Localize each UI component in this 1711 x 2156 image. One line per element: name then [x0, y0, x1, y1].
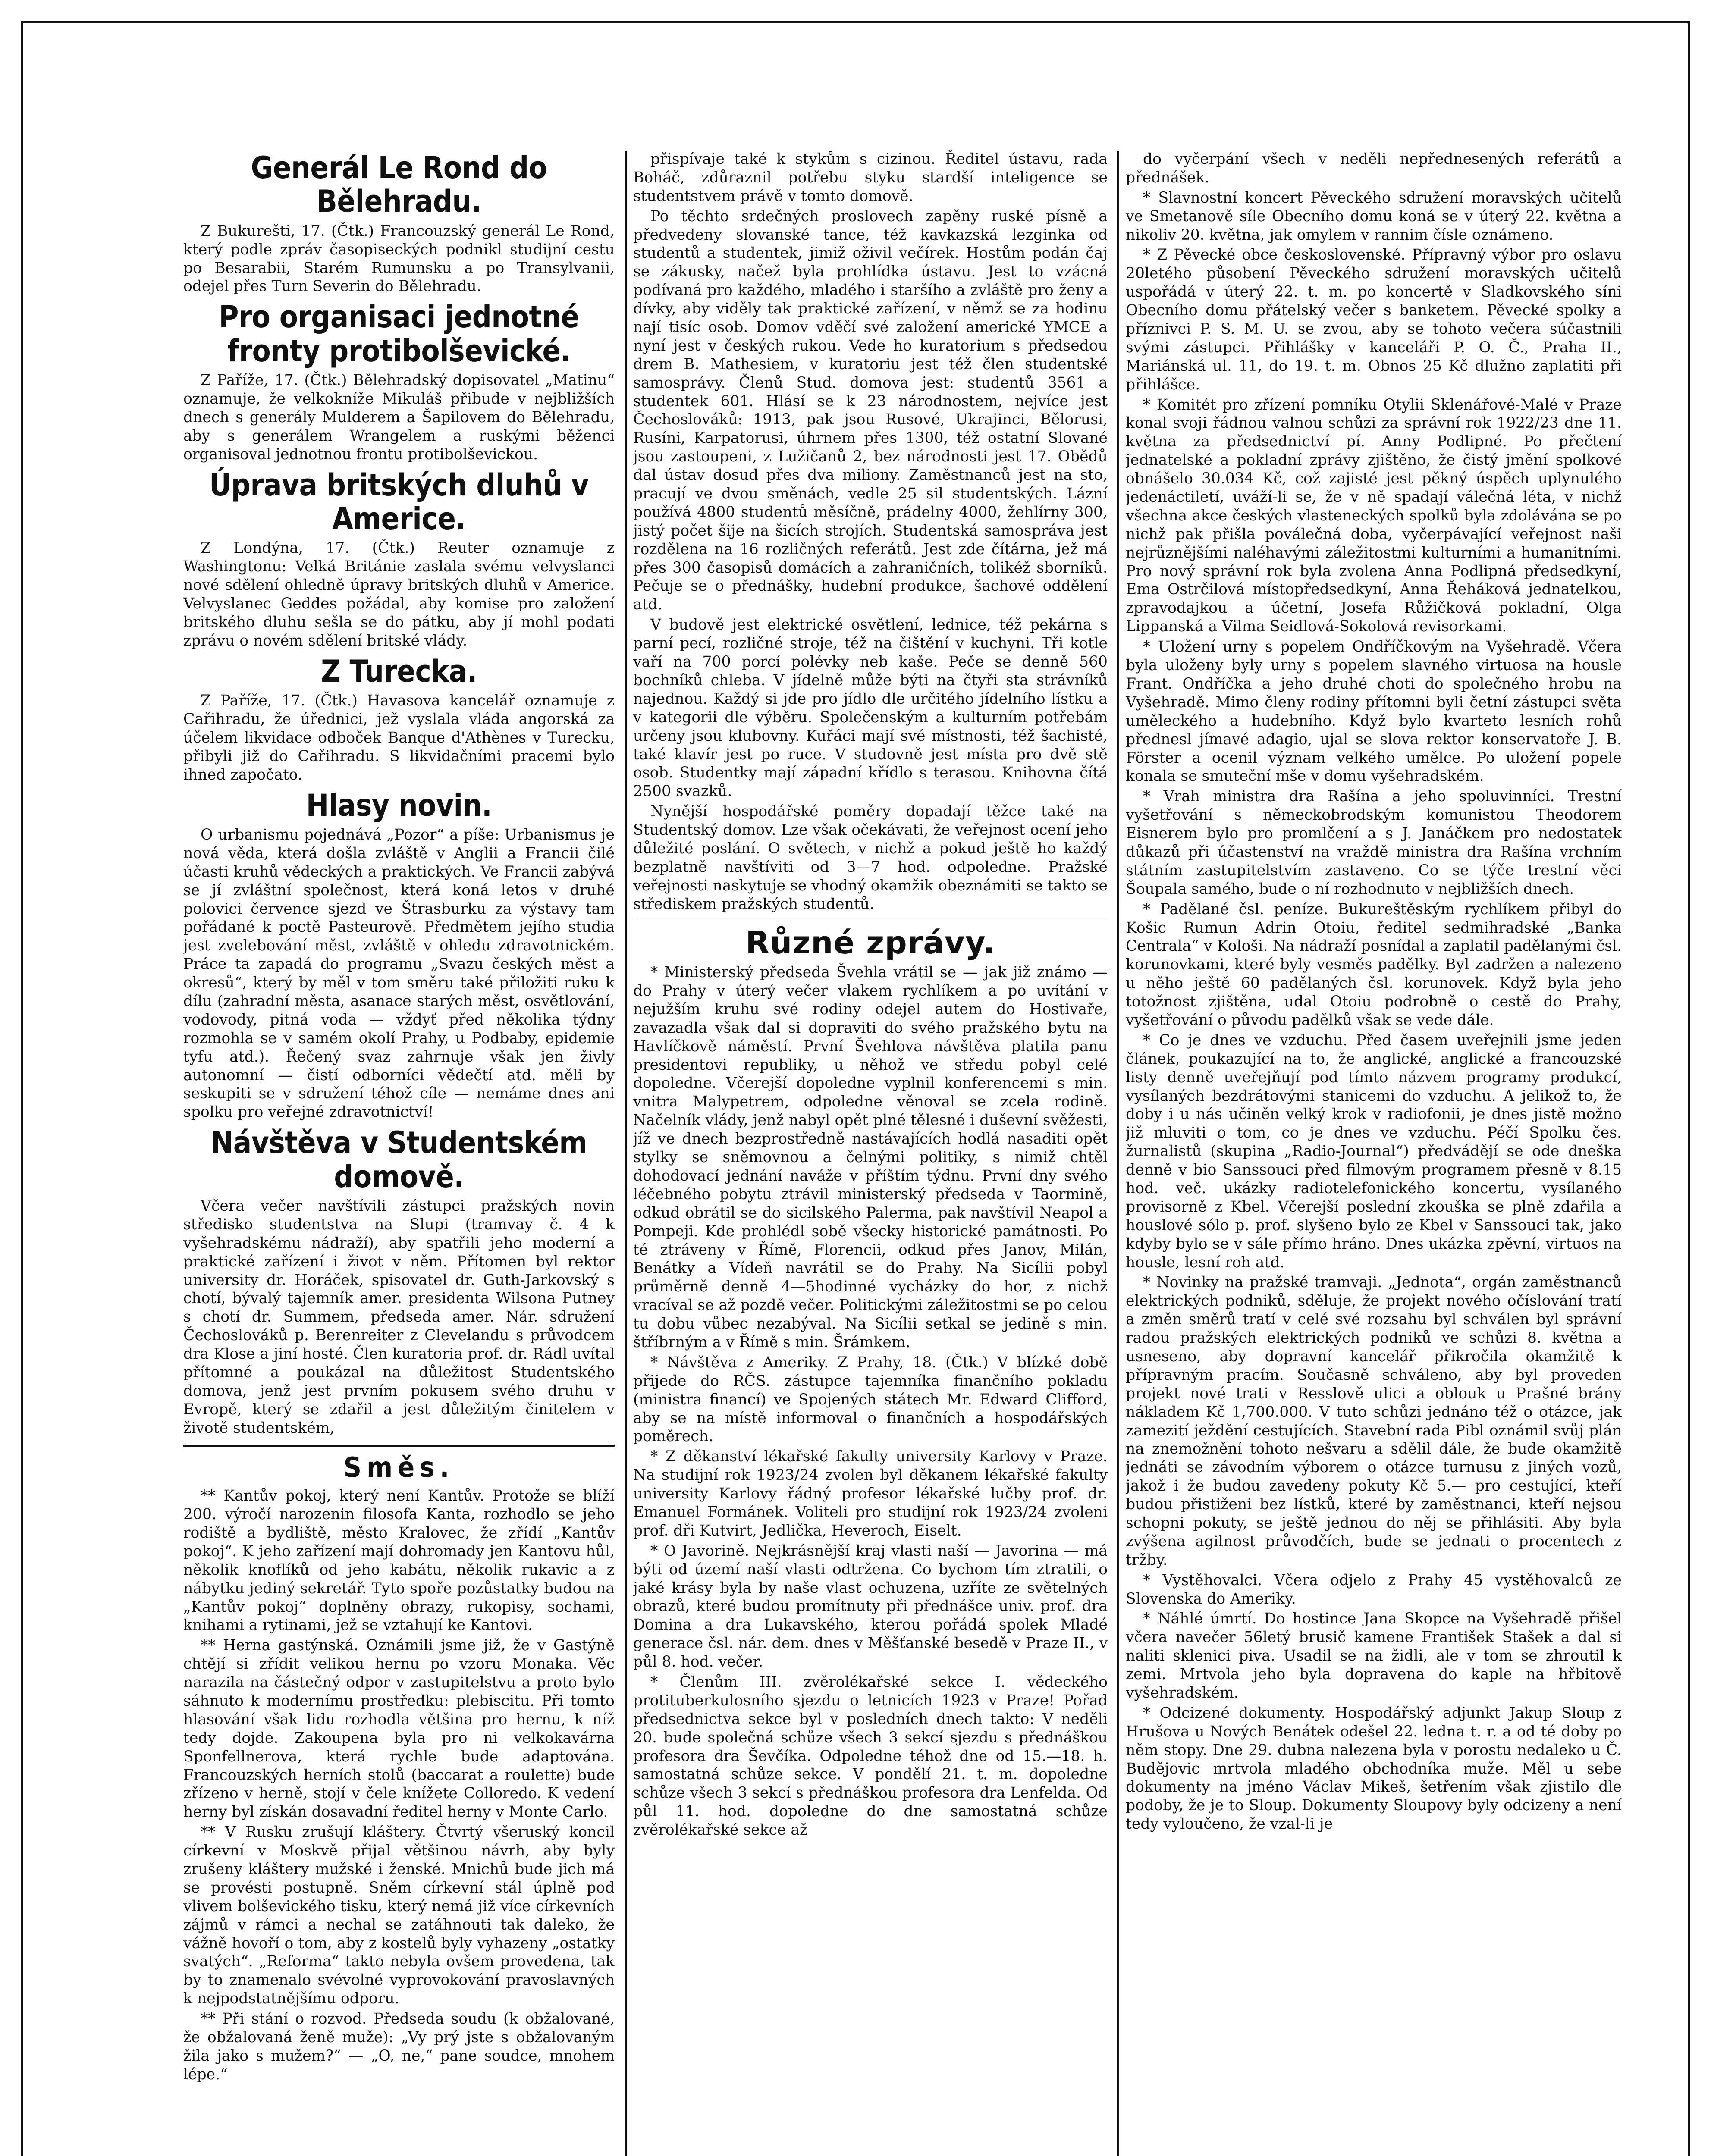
article-studentsky-domov: Včera večer navštívili zástupci pražských novin středisko studentstva na Slupi (tramvay č. 4 k vyšehradskému nádraží), aby spatřili jeho moderní a praktické zařízení i život v něm. Přítomen byl rektor university dr. Horáček, spisovatel dr. Guth-Jarkovský s chotí, bývalý tajemník amer. presidenta Wilsona Putney s chotí dr. Summem, předseda amer. Nár. sdružení Čechoslováků p. Berenreiter z Clevelandu s průvodcem dra Klose a jiní hosté. Člen kuratoria prof. dr. Rádl uvítal přítomné a poukázal na důležitost Studentského domova, jenž jest prvním pokusem svého druhu v Evropě, který se zdařil a jest důležitým činitelem v životě studentském,: [183, 1197, 615, 1437]
column-1: [183, 147, 615, 2156]
article-nahle-umrti: * Náhlé úmrtí. Do hostince Jana Skopce na Vyšehradě přišel včera navečer 56letý brusič kamene František Stašek a dal si naliti sklenici piva. Usadil se na židli, ale v tom se zhroutil k zemi. Mrtvola jeho byla dopravena do kaple na hřbitově vyšehradském.: [1126, 1610, 1622, 1702]
article-vystehovalci: * Vystěhovalci. Včera odjelo z Prahy 45 vystěhovalců ze Slovenska do Ameriky.: [1126, 1571, 1622, 1608]
section-divider: [183, 1445, 615, 1447]
headline-smes: Směs.: [343, 1451, 455, 1484]
article-navsteva-ameriky: * Návštěva z Ameriky. Z Prahy, 18. (Čtk.) V blízké době přijede do RČS. zástupce tajemníka finančního pokladu (ministra financí) ve Spojených státech Mr. Edward Clifford, aby se na místě informoval o finančních a hospodářských poměrech.: [633, 1354, 1108, 1445]
article-javorina: * O Javorině. Nejkrásnější kraj vlasti naší — Javorina — má býti od území naší vlasti odtržena. Co bychom tím ztratili, o jaké krásy byla by naše vlast ochuzena, uzříte ze světelných obrazů, které budou promítnuty při přednášce univ. prof. dra Domina a dra Lukavského, kterou pořádá spolek Mladé generace čsl. nár. dem. dnes v Měšťanské besedě v Praze II., v půl 8. hod. večer.: [633, 1542, 1108, 1671]
section-divider: [633, 919, 1108, 920]
article-referaty: do vyčerpání všech v neděli nepřednesených referátů a přednášek.: [1126, 150, 1622, 186]
headline-fronta: Pro organisaci jednotné fronty protibolševické.: [219, 299, 579, 369]
headline-hlasy-novin: Hlasy novin.: [306, 787, 492, 823]
article-pomnik: * Komitét pro zřízení pomníku Otylii Sklenářové-Malé v Praze konal svoji řádnou valnou schůzi za správní rok 1922/23 dne 11. května za předsednictví pí. Anny Podlipné. Po přečtení jednatelské a pokladní zprávy zjištěno, že čistý jmění spolkové obnášelo 30.034 Kč, což zajisté jest pěkný úspěch uplynulého jedenáctiletí, uváží-li se, že v ně spadají válečná léta, v nichž všechna akce českých vlasteneckých spolků byla zdolávána se po nichž pak přišla poválečná doba, vyčerpávající veřejnost naši nejrůznějšími naléhavými záležitostmi kulturními a humanitními. Pro nový správní rok byla zvolena Anna Podlipná předsedkyní, Ema Ostrčilová místopředsedkyní, Anna Řeháková jednatelkou, zpravodajkou a účetní, Josefa Růžičková pokladní, Olga Lippanská a Vilma Seidlová-Sokolová revisorkami.: [1126, 396, 1622, 636]
article-domov-cont: přispívaje také k stykům s cizinou. Ředitel ústavu, rada Boháč, zdůraznil potřebu styku stardší inteligence se studentstvem právě v tomto domově.: [633, 150, 1108, 205]
column-rule-2: [1117, 151, 1119, 2156]
article-domov-prohlidka: Po těchto srdečných proslovech zapěny ruské písně a předvedeny slovanské tance, též kavkazská lezginka od studentů a studentek, jimiž oživil večírek. Hostům podán čaj se zákusky, načež byla prohlídka ústavu. Jest to vzácná podívaná pro každého, mladého i staršího a zvláště pro ženy a dívky, aby viděly tak praktické zařízení, v němž se za hodinu nají tisíc osob. Domov vděčí své založení americké YMCE a nyní jest v českých rukou. Vede ho kuratorium s předsedou drem B. Mathesiem, v kuratoriu jest též člen studentské samosprávy. Členů Stud. domova jest: studentů 3561 a studentek 601. Hlásí se k 23 národnostem, nejvíce jest Čechoslováků: 1913, pak jsou Rusové, Ukrajinci, Bělorusi, Rusíni, Karpatorusi, úhrnem přes 1300, též ostatní Slované jsou zastoupeni, z Lužičanů 2, bez národnosti jest 17. Obědů dal ústav dosud přes dva miliony. Zaměstnanců jest na sto, pracují ve dvou směnách, vedle 25 sil studentských. Lázní používá 4800 studentů měsíčně, prádelny 4000, žehlírny 300, jistý počet šije na šicích strojích. Studentská samospráva jest rozdělena na 16 rozličných referátů. Jest zde čítárna, jež má přes 300 časopisů domácích a zahraničních, tolikéž sborníků. Pečuje se o přednášky, hudební produkce, šachové oddělení atd.: [633, 207, 1108, 614]
article-ve-vzduchu: * Co je dnes ve vzduchu. Před časem uveřejnili jsme jeden článek, poukazující na to, že anglické, anglické a francouzské listy denně uveřejňují pod tímto názvem programy produkcí, vysílaných bezdrátovými stanicemi do vzduchu. A jelikož to, že doby i u nás učiněn velký krok v radiofonii, je dnes jistě možno již mluviti o tom, co je dnes ve vzduchu. Péčí Spolku čes. žurnalistů (skupina „Radio-Journal“) předvádějí se ode dneška denně v bio Sanssouci před filmovým programem přesně v 8.15 hod. več. ukázky radiotelefonického koncertu, vysílaného provisorně z Kbel. Včerejší poslední zkouška se plně zdařila a houslové sólo p. prof. slyšeno bylo ze Kbel v Sanssouci tak, jako kdyby bylo se v sále přímo hráno. Dnes ukázka zpěvní, virtuos na housle, lesní roh atd.: [1126, 1031, 1622, 1271]
headline-turecko: Z Turecka.: [320, 653, 477, 689]
article-urbanismus: O urbanismu pojednává „Pozor“ a píše: Urbanismus je nová věda, která došla zvláště v Anglii a Francii čilé účasti kruhů vědeckých a praktických. Ve Francii zabývá se jí zvláštní společnost, která koná letos v druhé polovici července sjezd ve Štrasburku za výstavy tam pořádané k poctě Pasteurově. Předmětem jejího studia jest zvelebování měst, zvláště v ohledu zdravotnickém. Práce ta zapadá do programu „Svazu českých měst a okresů“, který by měl v tom směru také přiložiti ruku k dílu (zahradní města, asanace starých měst, osvětlování, vodovody, pitná voda — vždyť před několika týdny rozmohla se v samém okolí Prahy, u Podbaby, epidemie tyfu atd.). Řečený svaz zahrnuje však jen živly autonomní — čistí odborníci vědečtí atd. měli by seskupiti se v sdružení téhož cíle — nemáme dnes ani spolku pro veřejné zdravotnictví!: [183, 826, 615, 1121]
article-klastery: ** V Rusku zrušují kláštery. Čtvrtý všeruský koncil církevní v Moskvě přijal většinou návrh, aby byly zrušeny kláštery mužské i ženské. Mnichů bude jich má se provésti postupně. Sněm církevní stál úplně pod vlivem bolševického tisku, který nemá již více církevních zájmů v rámci a nechal se zatáhnouti tak daleko, že vážně hovoří o tom, aby z kostelů byly vyhazeny „ostatky svatých“. „Reforma“ takto nebyla ovšem provedena, tak by to znamenalo svévolné vyprovokování pravoslavných k nejpodstatnějšímu odporu.: [183, 1824, 615, 2008]
article-padelane-penize: * Padělané čsl. peníze. Bukureštěským rychlíkem přibyl do Košic Rumun Adrin Otoiu, ředitel sedmihradské „Banka Centrala“ v Kološi. Na nádraží posnídal a zaplatil padělanými čsl. korunovkami, které byly vesměs padělky. Byl zadržen a nalezeno u něho ještě 60 padělaných čsl. korunovek. Když byla jeho totožnost zjištěna, udal Otoiu podrobně o cestě do Prahy, vyšetřování o původu padělků však se vede dále.: [1126, 900, 1622, 1029]
article-dluhy: Z Londýna, 17. (Čtk.) Reuter oznamuje z Washingtonu: Velká Británie zaslala svému velvyslanci nové sdělení ohledně úpravy britských dluhů v Americe. Velvyslanec Geddes požádal, aby komise pro založení britského dluhu sešla se do pátku, aby jí mohl podati zprávu o novém sdělení britské vlády.: [183, 539, 615, 649]
article-herna: ** Herna gastýnská. Oznámili jsme již, že v Gastýně chtějí si zřídit velikou hernu po vzoru Monaka. Věc narazila na částečný odpor v zastupitelstvu a proto bylo sáhnuto k modernímu prostředku: plebiscitu. Při tomto hlasování však lidu rozhodla většina pro hernu, k níž tedy dojde. Zakoupena byla pro ni velkokavárna Sponfellnerova, která rychle bude adaptována. Francouzských herních stolů (baccarat a roulette) bude zřízeno v herně, stojí v čele knížete Colloredo. K vedení herny byl získán dosavadní ředitel herny v Monte Carlo.: [183, 1637, 615, 1821]
article-fronta: Z Paříže, 17. (Čtk.) Bělehradský dopisovatel „Matinu“ oznamuje, že velkokníže Mikuláš přibude v nejbližších dnech s generály Mulderem a Šapilovem do Bělehradu, aby s generálem Wrangelem a ruskými běženci organisoval jednotnou frontu protibolševickou.: [183, 372, 615, 463]
column-3: [1126, 150, 1622, 2156]
article-koncert: * Slavnostní koncert Pěveckého sdružení moravských učitelů ve Smetanově síle Obecního domu koná se v úterý 22. května a nikoliv 20. května, jak omylem v rannim čísle oznámeno.: [1126, 189, 1622, 244]
article-svehla: * Ministerský předseda Švehla vrátil se — jak již známo — do Prahy v úterý večer vlakem rychlíkem a po uvítání v nejužším kruhu své rodiny odejel autem do Hostivaře, zavazadla však dal si dopraviti do svého pražského bytu na Havlíčkově náměstí. První Švehlova návštěva platila panu presidentovi republiky, u něhož ve středu pobyl celé dopoledne. Včerejší dopoledne vyplnil konferencemi s min. vnitra Malypetrem, odpoledne věnoval se zcela rodině. Načelník vlády, jenž nabyl opět plné tělesné i duševní svěžesti, jíž ve dnech bezprostředně nastávajících hodlá nasaditi opět stylky se sněmovnou a čelnými politiky, s nimiž chtěl dohodovací jednání naváže v příštím týdnu. První dny svého léčebného pobytu ztrávil ministerský předseda v Taormině, odkud obrátil se do sicilského Palerma, pak navštívil Neapol a Pompeji. Kde prohlédl sobě všecky historické památnosti. Po té ztráveny v Římě, Florencii, odkud přes Janov, Milán, Benátky a Vídeň navrátil se do Prahy. Na Sicílii pobyl průměrně denně 4—5hodinné vycházky do hor, z nichž vracíval se až pozdě večer. Politickými záležitostmi se po celou tu dobu vůbec nezabýval. Na Sicílii setkal se jedině s min. štříbrným a v Římě s min. Šrámkem.: [633, 964, 1108, 1351]
headline-studentsky-domov: Návštěva v Studentském domově.: [210, 1125, 587, 1194]
headline-ruzne-zpravy: Různé zprávy.: [745, 924, 995, 961]
article-kantuv-pokoj: ** Kantův pokoj, který není Kantův. Protože se blíží 200. výročí narozenin filosofa Kanta, rozhodlo se jeho rodiště a bydliště, město Kralovec, že zřídí „Kantův pokoj“. K jeho zařízení mají dohromady jen Kantovu hůl, několik knoflíků od jeho kabátu, několik rukavic a z nábytku jediný sekretář. Tyto spoře pozůstatky budou na „Kantův pokoj“ doplněny obrazy, rukopisy, sochami, knihami a rytinami, jež se vztahují ke Kantovi.: [183, 1487, 615, 1634]
article-le-rond: Z Bukurešti, 17. (Čtk.) Francouzský generál Le Rond, který podle zpráv časopiseckých podnikl studijní cestu po Besarabii, Starém Rumunsku a po Transylvanii, odejel přes Turn Severin do Bělehradu.: [183, 222, 615, 295]
column-rule-1: [625, 151, 627, 2156]
article-urna: * Uložení urny s popelem Ondříčkovým na Vyšehradě. Včera byla uloženy byly urny s popelem slavného virtuosa na housle Frant. Ondříčka a jeho druhé choti do společného hrobu na Vyšehradě. Mimo členy rodiny přítomni byli četní zástupci světa uměleckého a hudebního. Když bylo kvarteto lesních rohů přednesl jímavé adagio, ujal se slova rektor konservatoře J. B. Förster a ocenil význam velkého umělce. Po uložení popele konala se smuteční mše v domu vyšehradském.: [1126, 638, 1622, 785]
article-odcizene-dokumenty: * Odcizené dokumenty. Hospodářský adjunkt Jakup Sloup z Hrušova u Nových Benátek odešel 22. ledna t. r. a od té doby po něm stopy. Dne 29. dubna nalezena byla v porostu nedaleko u Č. Budějovic mrtvola mladého obchodníka muže. Měl u sebe dokumenty na jméno Václav Mikeš, šetřením však zjistilo dle podoby, že je to Sloup. Dokumenty Sloupovy byly odcizeny a není tedy vyloučeno, že vzal-li je: [1126, 1704, 1622, 1833]
article-turecko: Z Paříže, 17. (Čtk.) Havasova kancelář oznamuje z Cařihradu, že úřednici, jež vyslala vláda angorská za účelem likvidace odboček Banque d'Athènes v Turecku, přibyli již do Cařihradu. S likvidačními pracemi bylo ihned započato.: [183, 692, 615, 783]
headline-le-rond: Generál Le Rond do Bělehradu.: [251, 150, 547, 219]
article-tramvaj: * Novinky na pražské tramvaji. „Jednota“, orgán zaměstnanců elektrických podniků, sděluje, že projekt nového očíslování tratí a změn směrů tratí v celé své rozsahu byl schválen byl správní radou pražských elektrických podniků ve schůzi 8. května a usneseno, aby dopravní kancelář přikročila okamžitě k přípravným pracím. Současně schváleno, aby byl proveden projekt nové trati v Resslově ulici a oblouk u Prašné brány nákladem Kč 1,700.000. V tuto schůzi jednáno též o otázce, jak zamezití ježdění cestujících. Stavební rada Pibl oznámil svůj plán na znemožnění tohoto nešvaru a sdělil dále, že bude okamžitě jednáti se závodním výborem o otázce turnusu z jiných vozů, jakož i že budou zavedeny pokuty Kč 5.— pro cestující, kteří budou přistiženi bez lístků, které by zaměstnanci, kteří nejsou schopni pokuty, se ještě jednou do něj se přihlásiti. Aby byla zvýšena agilnost průvodčích, bude se jednati o procentech z tržby.: [1126, 1274, 1622, 1569]
article-dekanstvi: * Z děkanství lékařské fakulty university Karlovy v Praze. Na studijní rok 1923/24 zvolen byl děkanem lékařské fakulty university Karlovy řádný profesor lékařské lučby prof. dr. Emanuel Formánek. Voliteli pro studijní rok 1923/24 zvoleni prof. dři Kutvirt, Jedlička, Heveroch, Eiselt.: [633, 1448, 1108, 1539]
article-pevecka-obec: * Z Pěvecké obce československé. Přípravný výbor pro oslavu 20letého působení Pěveckého sdružení moravských učitelů uspořádá v úterý 22. t. m. po koncertě v Sladkovského síni Obecního domu přátelský večer s banketem. Pěvecké spolky a příznivci P. S. M. U. se zvou, aby se tohoto večera súčastnili svými zástupci. Přihlášky v kanceláři P. O. Č., Praha II., Mariánská ul. 11, do 19. t. m. Obnos 25 Kč dlužno zaplatiti při přihlášce.: [1126, 246, 1622, 393]
article-vrah: * Vrah ministra dra Rašína a jeho spoluvinníci. Trestní vyšetřování s německobrodským komunistou Theodorem Eisnerem bylo pro promlčení a s J. Janáčkem pro nedostatek důkazů při účastenství na vraždě ministra dra Rašína vrchním státním zastupitelstvím zastaveno. Co se týče trestní věci Šoupala samého, bude o ní rozhodnuto v nejbližších dnech.: [1126, 788, 1622, 898]
headline-dluhy: Úprava britských dluhů v Americe.: [209, 467, 589, 536]
article-zverolekarska-sekce: * Členům III. zvěrolékařské sekce I. vědeckého protituberkulosního sjezdu o letnicích 1923 v Praze! Pořad předsednictva sekce byl v posledních dnech takto: V neděli 20. bude společná schůze všech 3 sekcí sjezdu s přednáškou profesora dra Ševčíka. Odpoledne téhož dne od 15.—18. h. samostatná schůze sekce. V pondělí 21. t. m. dopoledne schůze všech 3 sekcí s přednáškou profesora dra Lenfelda. Od půl 11. hod. dopoledne do dne samostatná schůze zvěrolékařské sekce až: [633, 1673, 1108, 1839]
article-domov-budova: V budově jest elektrické osvětlení, lednice, též pekárna s parní pecí, rozličné stroje, též na čištění v kuchyni. Tři kotle vaří na 700 porcí polévky neb kaše. Peče se denně 560 bochníků chleba. V jídelně může býti na čtyři sta strávníků najednou. Každý si jde pro jídlo dle určitého jídelního lístku a v kategorii dle výběru. Společenským a kulturním potřebám určeny jsou klubovny. Kuřáci mají své místnosti, též šachisté, také klavír jest po ruce. V studovně jest místa pro dvě stě osob. Studentky mají západní křídlo s terasou. Knihovna čítá 2500 svazků.: [633, 616, 1108, 800]
column-2: [633, 150, 1108, 2156]
article-rozvod: ** Při stání o rozvod. Předseda soudu (k obžalované, že obžalovaná ženě muže): „Vy prý jste s obžalovaným žila jako s mužem?“ — „O, ne,“ pane soudce, mnohem lépe.“: [183, 2010, 615, 2083]
article-domov-pomery: Nynější hospodářské poměry dopadají těžce také na Studentský domov. Lze však očekávati, že veřejnost ocení jeho důležité poslání. O světech, v nichž a pokud ještě ho každý bezplatně navštíviti od 3—7 hod. odpoledne. Pražské veřejnosti naskytuje se vhodný okamžik obeznámiti se takto se střediskem pražských studentů.: [633, 803, 1108, 913]
